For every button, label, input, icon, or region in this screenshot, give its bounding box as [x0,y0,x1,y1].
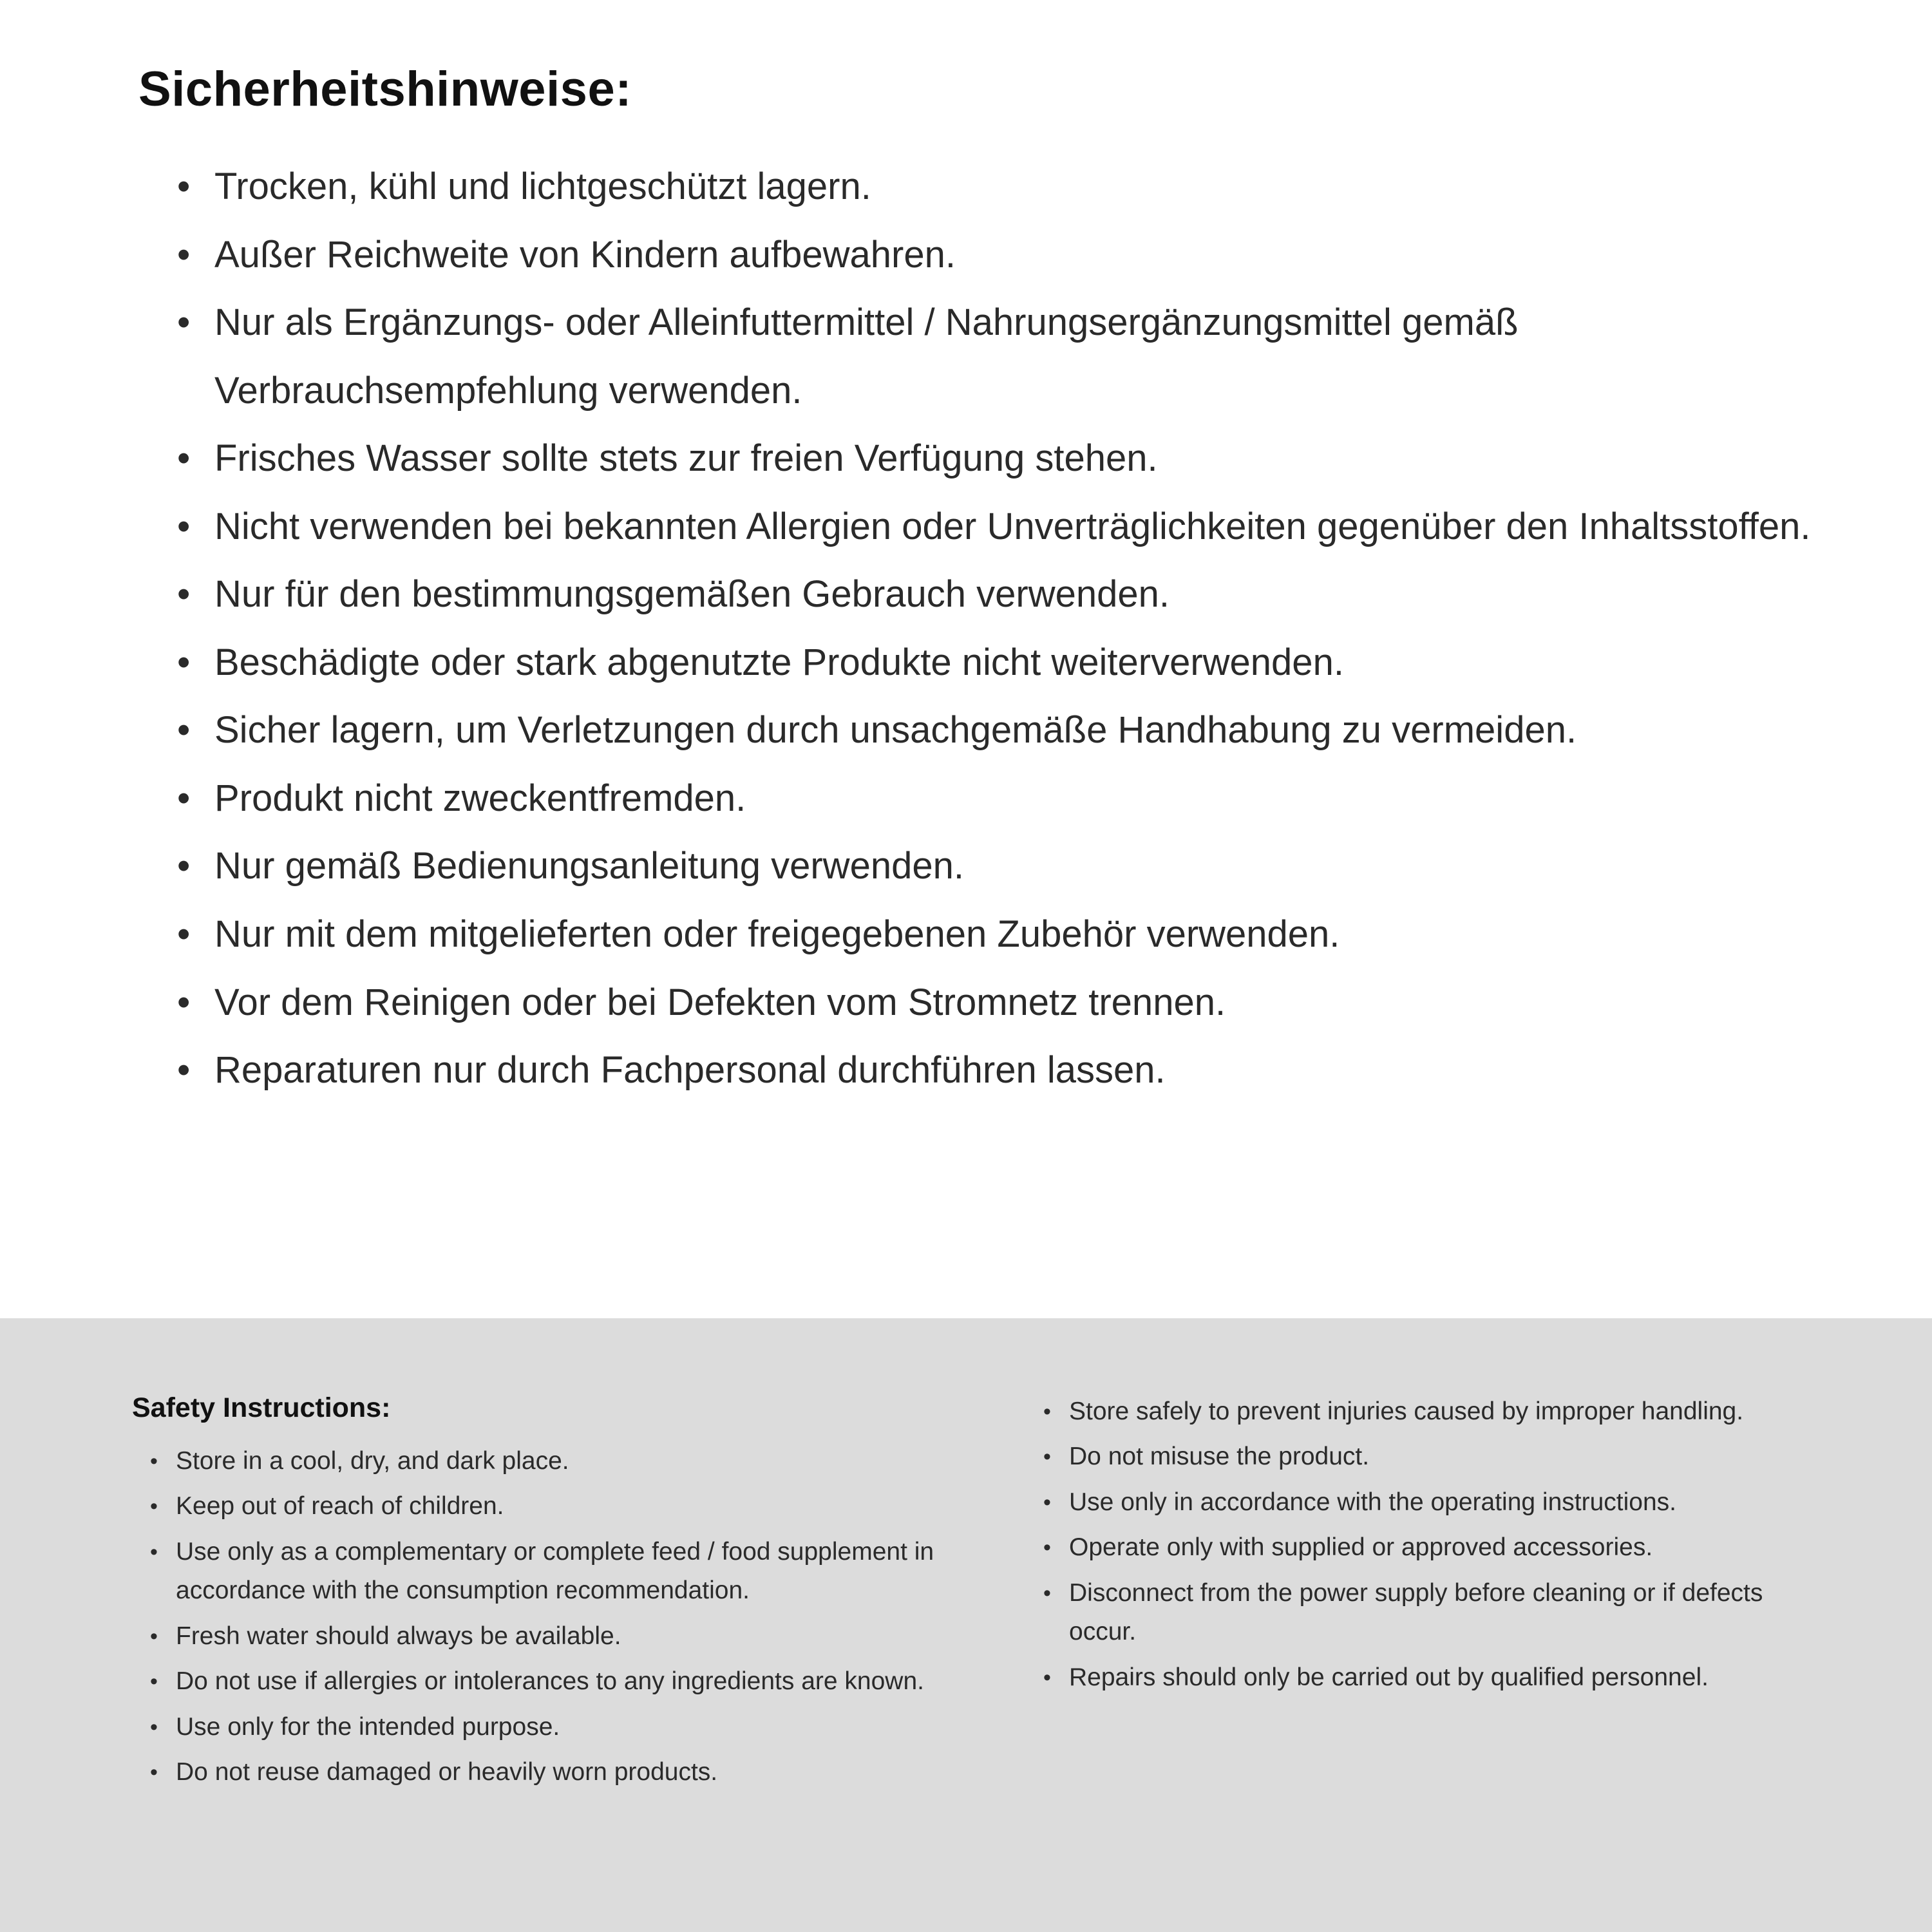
list-item: • Do not reuse damaged or heavily worn products. [150,1753,1005,1792]
english-two-column-layout [132,1392,1823,1799]
list-item: • Store in a cool, dry, and dark place. [150,1442,1005,1481]
list-item: • Nur für den bestimmungsgemäßen Gebrauch verwenden. [177,560,1816,629]
list-item: • Disconnect from the power supply before cleaning or if defects occur. [1043,1574,1823,1652]
english-safety-section [0,1318,1932,1932]
list-item: • Sicher lagern, um Verletzungen durch unsachgemäße Handhabung zu vermeiden. [177,696,1816,764]
english-right-list [1043,1392,1823,1697]
list-item: • Store safely to prevent injuries caused by improper handling. [1043,1392,1823,1431]
list-item: • Use only in accordance with the operating instructions. [1043,1483,1823,1522]
list-item: • Produkt nicht zweckentfremden. [177,764,1816,833]
list-item: • Do not use if allergies or intolerances to any ingredients are known. [150,1662,1005,1701]
list-item: • Use only as a complementary or complete feed / food supplement in accordance with the consumption recommendation. [150,1533,1005,1611]
list-item: • Operate only with supplied or approved accessories. [1043,1528,1823,1567]
english-left-list [132,1442,1005,1792]
english-right-column [1043,1392,1823,1703]
english-section-title: Safety Instructions: [132,1392,391,1423]
list-item: • Do not misuse the product. [1043,1437,1823,1476]
list-item: • Keep out of reach of children. [150,1487,1005,1526]
list-item: • Repairs should only be carried out by qualified personnel. [1043,1658,1823,1697]
list-item: • Nur gemäß Bedienungsanleitung verwenden. [177,832,1816,900]
list-item: • Frisches Wasser sollte stets zur freien Verfügung stehen. [177,424,1816,493]
german-section-title: Sicherheitshinweise: [138,62,632,117]
list-item: • Trocken, kühl und lichtgeschützt lagern. [177,153,1816,221]
list-item: • Nur mit dem mitgelieferten oder freigegebenen Zubehör verwenden. [177,900,1816,969]
list-item: • Nur als Ergänzungs- oder Alleinfuttermittel / Nahrungsergänzungsmittel gemäß Verbrauchsempfehlung verwenden. [177,289,1816,424]
german-safety-list [138,153,1816,1104]
list-item: • Reparaturen nur durch Fachpersonal durchführen lassen. [177,1036,1816,1104]
list-item: • Vor dem Reinigen oder bei Defekten vom Stromnetz trennen. [177,969,1816,1037]
list-item: • Nicht verwenden bei bekannten Allergien oder Unverträglichkeiten gegenüber den Inhaltsstoffen. [177,493,1816,561]
list-item: • Fresh water should always be available. [150,1617,1005,1656]
english-left-column [132,1392,1005,1799]
list-item: • Außer Reichweite von Kindern aufbewahren. [177,221,1816,289]
list-item: • Beschädigte oder stark abgenutzte Produkte nicht weiterverwenden. [177,629,1816,697]
list-item: • Use only for the intended purpose. [150,1708,1005,1747]
